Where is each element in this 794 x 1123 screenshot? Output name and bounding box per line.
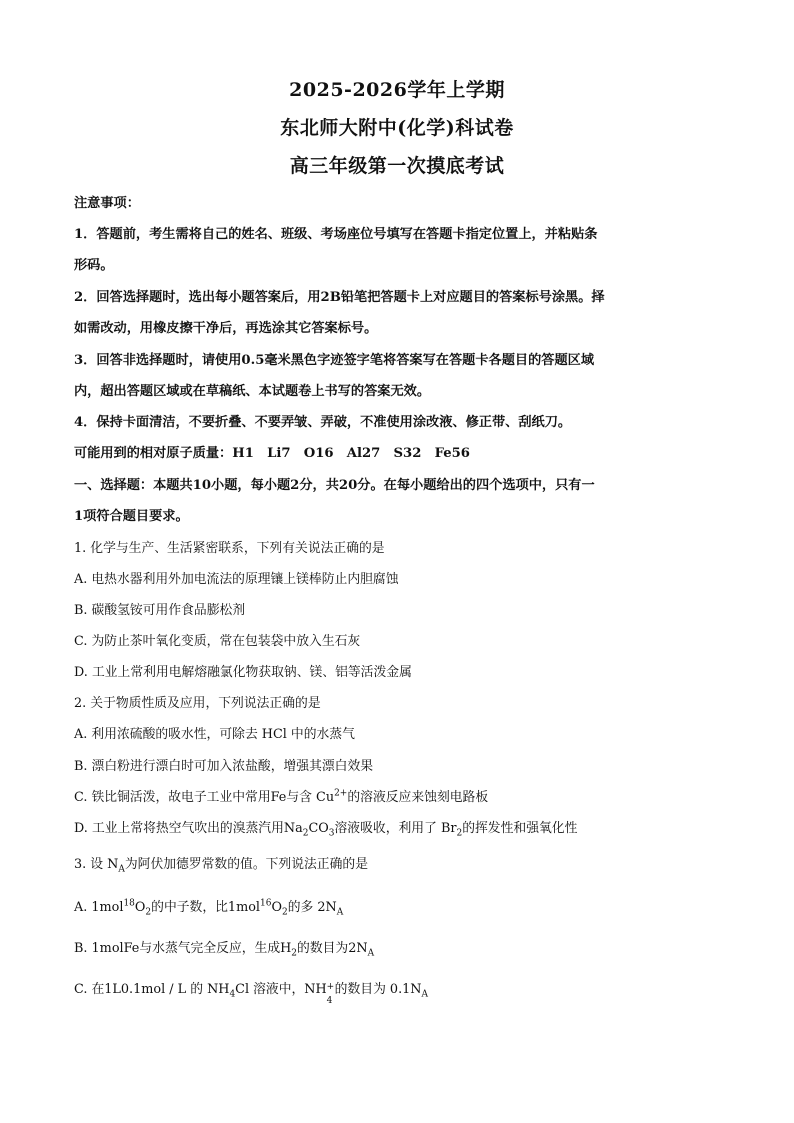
q2d-sub-1: 2 — [302, 828, 309, 839]
question-3-option-c: C. 在1L0.1mol / L 的 $NH_4Cl$ 溶液中，NH + 4 的数目为 $0.1N_A$ — [74, 982, 428, 1006]
q3b-sub-1: 2 — [291, 948, 298, 959]
q3-stem-text-1: 3. 设 N — [74, 857, 119, 872]
question-3-stem — [74, 853, 368, 875]
question-2-option-a: A. 利用浓硫酸的吸水性，可除去 HCl 中的水蒸气 — [74, 727, 355, 742]
notice-item-2-line-2: 如需改动，用橡皮擦干净后，再选涂其它答案标号。 — [74, 321, 378, 336]
question-3-option-b — [74, 937, 375, 959]
q2c-text-2: 的溶液反应来蚀刻电路板 — [347, 790, 489, 805]
notice-item-2-line-1: 2．回答选择题时，选出每小题答案后，用2B铅笔把答题卡上对应题目的答案标号涂黑。择 — [74, 290, 605, 305]
q2d-sub-2: 3 — [328, 828, 335, 839]
q3a-sub-a: A — [336, 907, 344, 918]
q2d-sub-3: 2 — [456, 828, 463, 839]
q3c-sub-a: A — [421, 989, 428, 1000]
notice-item-3-line-1: 3．回答非选择题时，请使用0.5毫米黑色字迹签字笔将答案写在答题卡各题目的答题区域 — [74, 353, 595, 368]
atomic-mass-line: 可能用到的相对原子质量：H1 Li7 O16 Al27 S32 Fe56 — [74, 446, 470, 461]
q3a-text-2: 的中子数，比1mol — [151, 900, 260, 915]
question-1-option-a: A. 电热水器利用外加电流法的原理镶上镁棒防止内胆腐蚀 — [74, 572, 399, 587]
q3c-text-3: 的数目为 0.1N — [334, 982, 422, 997]
q2d-text-2: CO — [308, 821, 329, 836]
question-2-stem: 2. 关于物质性质及应用，下列说法正确的是 — [74, 696, 321, 711]
q2d-text-3: 溶液吸收，利用了 Br — [334, 821, 457, 836]
question-2-option-c — [74, 786, 488, 805]
question-2-option-d — [74, 817, 578, 839]
notice-item-3-line-2: 内，超出答题区域或在草稿纸、本试题卷上书写的答案无效。 — [74, 384, 431, 399]
q3b-text-1: B. 1molFe与水蒸气完全反应，生成H — [74, 941, 292, 956]
question-1-option-c: C. 为防止茶叶氧化变质，常在包装袋中放入生石灰 — [74, 634, 361, 649]
q3a-text-1: A. 1mol — [74, 900, 124, 915]
q3a-sup-1: 18 — [123, 898, 135, 909]
notice-item-1-line-2: 形码。 — [74, 258, 114, 273]
section-1-heading-line-2: 1项符合题目要求。 — [74, 509, 189, 524]
q3a-text-3: 的多 2N — [287, 900, 337, 915]
title-school-year: 2025-2026学年上学期 — [289, 79, 505, 101]
title-school-subject: 东北师大附中(化学)科试卷 — [280, 117, 514, 139]
q3c-sub-1: 4 — [229, 989, 236, 1000]
q3b-text-2: 的数目为2N — [297, 941, 368, 956]
q3a-o-2: O — [271, 900, 282, 915]
q3a-o-1: O — [134, 900, 146, 915]
question-3-option-a — [74, 896, 344, 918]
notice-item-4: 4．保持卡面清洁，不要折叠、不要弄皱、弄破，不准使用涂改液、修正带、刮纸刀。 — [74, 415, 572, 430]
q3c-text-1: C. 在1L0.1mol / L 的 NH — [74, 982, 230, 997]
section-1-heading-line-1: 一、选择题：本题共10小题，每小题2分，共20分。在每小题给出的四个选项中，只有一 — [74, 478, 595, 493]
question-1-option-b: B. 碳酸氢铵可用作食品膨松剂 — [74, 603, 246, 618]
question-2-option-b: B. 漂白粉进行漂白时可加入浓盐酸，增强其漂白效果 — [74, 759, 374, 774]
q3a-sup-2: 16 — [260, 898, 272, 909]
q3-stem-text-2: 为阿伏加德罗常数的值。下列说法正确的是 — [124, 857, 368, 872]
q2c-text-1: C. 铁比铜活泼，故电子工业中常用Fe与含 Cu — [74, 790, 335, 805]
q2d-text-4: 的挥发性和强氧化性 — [462, 821, 578, 836]
q3a-sub-2: 2 — [281, 907, 288, 918]
title-exam-name: 高三年级第一次摸底考试 — [289, 155, 505, 177]
q3a-sub-1: 2 — [145, 907, 152, 918]
question-1-option-d: D. 工业上常利用电解熔融氯化物获取钠、镁、铝等活泼金属 — [74, 665, 412, 680]
q2d-text-1: D. 工业上常将热空气吹出的溴蒸汽用Na — [74, 821, 303, 836]
q3-stem-sub: A — [118, 864, 125, 875]
q3c-text-2: Cl 溶液中，NH — [235, 982, 327, 997]
q3b-sub-a: A — [367, 948, 375, 959]
notice-heading: 注意事项： — [74, 196, 140, 211]
q2c-charge: 2+ — [334, 788, 348, 799]
question-1-stem: 1. 化学与生产、生活紧密联系，下列有关说法正确的是 — [74, 541, 385, 556]
notice-item-1-line-1: 1．答题前，考生需将自己的姓名、班级、考场座位号填写在答题卡指定位置上，并粘贴条 — [74, 227, 598, 242]
